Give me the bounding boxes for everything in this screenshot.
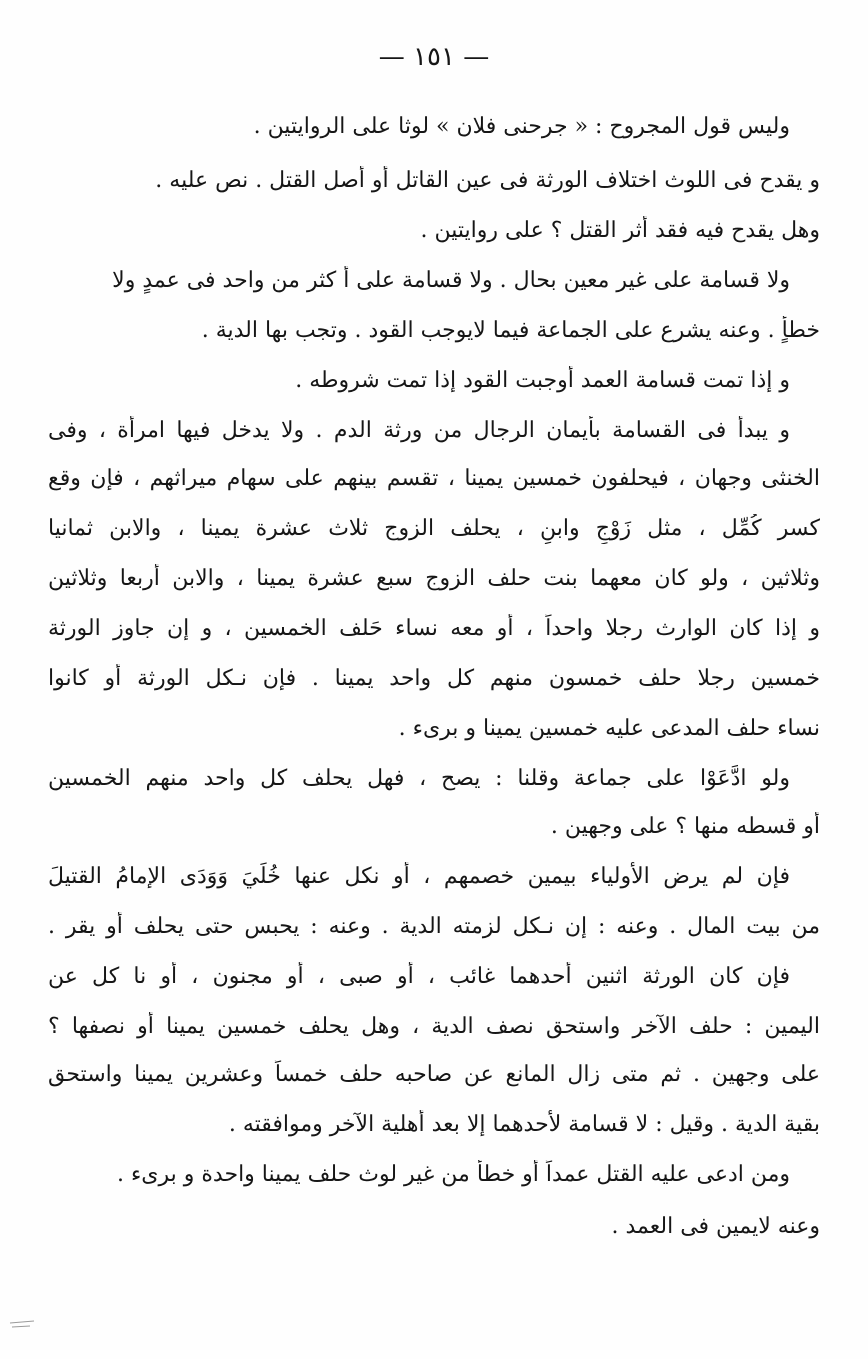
text-line-7: و يبدأ فى القسامة بأيمان الرجال من ورثة الدم . ولا يدخل فيها امرأة ، وفى bbox=[48, 418, 790, 443]
text-line-9: كسر كُمِّل ، مثل زَوْجٍ وابنٍ ، يحلف الزوج ثلاث عشرة يمينا ، والابن ثمانيا bbox=[48, 516, 820, 541]
margin-mark bbox=[8, 1318, 38, 1332]
text-line-6: و إذا تمت قسامة العمد أوجبت القود إذا تمت شروطه . bbox=[295, 368, 790, 393]
text-line-1: وليس قول المجروح : « جرحنى فلان » لوثا على الروايتين . bbox=[253, 114, 790, 139]
text-line-2: و يقدح فى اللوث اختلاف الورثة فى عين القاتل أو أصل القتل . نص عليه . bbox=[155, 168, 820, 193]
text-line-15: أو قسطه منها ؟ على وجهين . bbox=[550, 814, 820, 839]
text-line-17: من بيت المال . وعنه : إن نـكل لزمته الدية . وعنه : يحبس حتى يحلف أو يقر . bbox=[48, 914, 820, 939]
text-line-12: خمسين رجلا حلف خمسون منهم كل واحد يمينا . فإن نـكل الورثة أو كانوا bbox=[48, 666, 820, 691]
text-line-8: الخنثى وجهان ، فيحلفون خمسين يمينا ، تقسم بينهم على سهام ميراثهم ، فإن وقع bbox=[48, 466, 820, 491]
text-line-22: ومن ادعى عليه القتل عمداً أو خطأ من غير لوث حلف يمينا واحدة و برىء . bbox=[116, 1162, 790, 1187]
text-line-4: ولا قسامة على غير معين بحال . ولا قسامة على أ كثر من واحد فى عمدٍ ولا bbox=[112, 268, 790, 293]
text-line-16: فإن لم يرض الأولياء بيمين خصمهم ، أو نكل عنها خُلِّيَ وَوَدَى الإمامُ القتيلَ bbox=[48, 864, 790, 889]
text-line-18: فإن كان الورثة اثنين أحدهما غائب ، أو صبى ، أو مجنون ، أو نا كل عن bbox=[48, 964, 790, 989]
page-number: — ١٥١ — bbox=[378, 42, 490, 72]
text-line-20: على وجهين . ثم متى زال المانع عن صاحبه حلف خمساً وعشرين يمينا واستحق bbox=[48, 1062, 820, 1087]
text-line-3: وهل يقدح فيه فقد أثر القتل ؟ على روايتين . bbox=[420, 218, 820, 243]
text-line-10: وثلاثين ، ولو كان معهما بنت حلف الزوج سبع عشرة يمينا ، والابن أربعا وثلاثين bbox=[48, 566, 820, 591]
text-line-21: بقية الدية . وقيل : لا قسامة لأحدهما إلا بعد أهلية الآخر وموافقته . bbox=[228, 1112, 820, 1137]
text-line-14: ولو ادَّعَوْا على جماعة وقلنا : يصح ، فهل يحلف كل واحد منهم الخمسين bbox=[48, 766, 790, 791]
text-line-13: نساء حلف المدعى عليه خمسين يمينا و برىء . bbox=[398, 716, 820, 741]
text-line-5: خطأٍ . وعنه يشرع على الجماعة فيما لايوجب القود . وتجب بها الدية . bbox=[201, 318, 820, 343]
text-line-19: اليمين : حلف الآخر واستحق نصف الدية ، وهل يحلف خمسين يمينا أو نصفها ؟ bbox=[48, 1014, 820, 1039]
text-line-11: و إذا كان الوارث رجلا واحداً ، أو معه نساء حَلف الخمسين ، و إن جاوز الورثة bbox=[48, 616, 820, 641]
text-line-23: وعنه لايمين فى العمد . bbox=[611, 1214, 820, 1239]
